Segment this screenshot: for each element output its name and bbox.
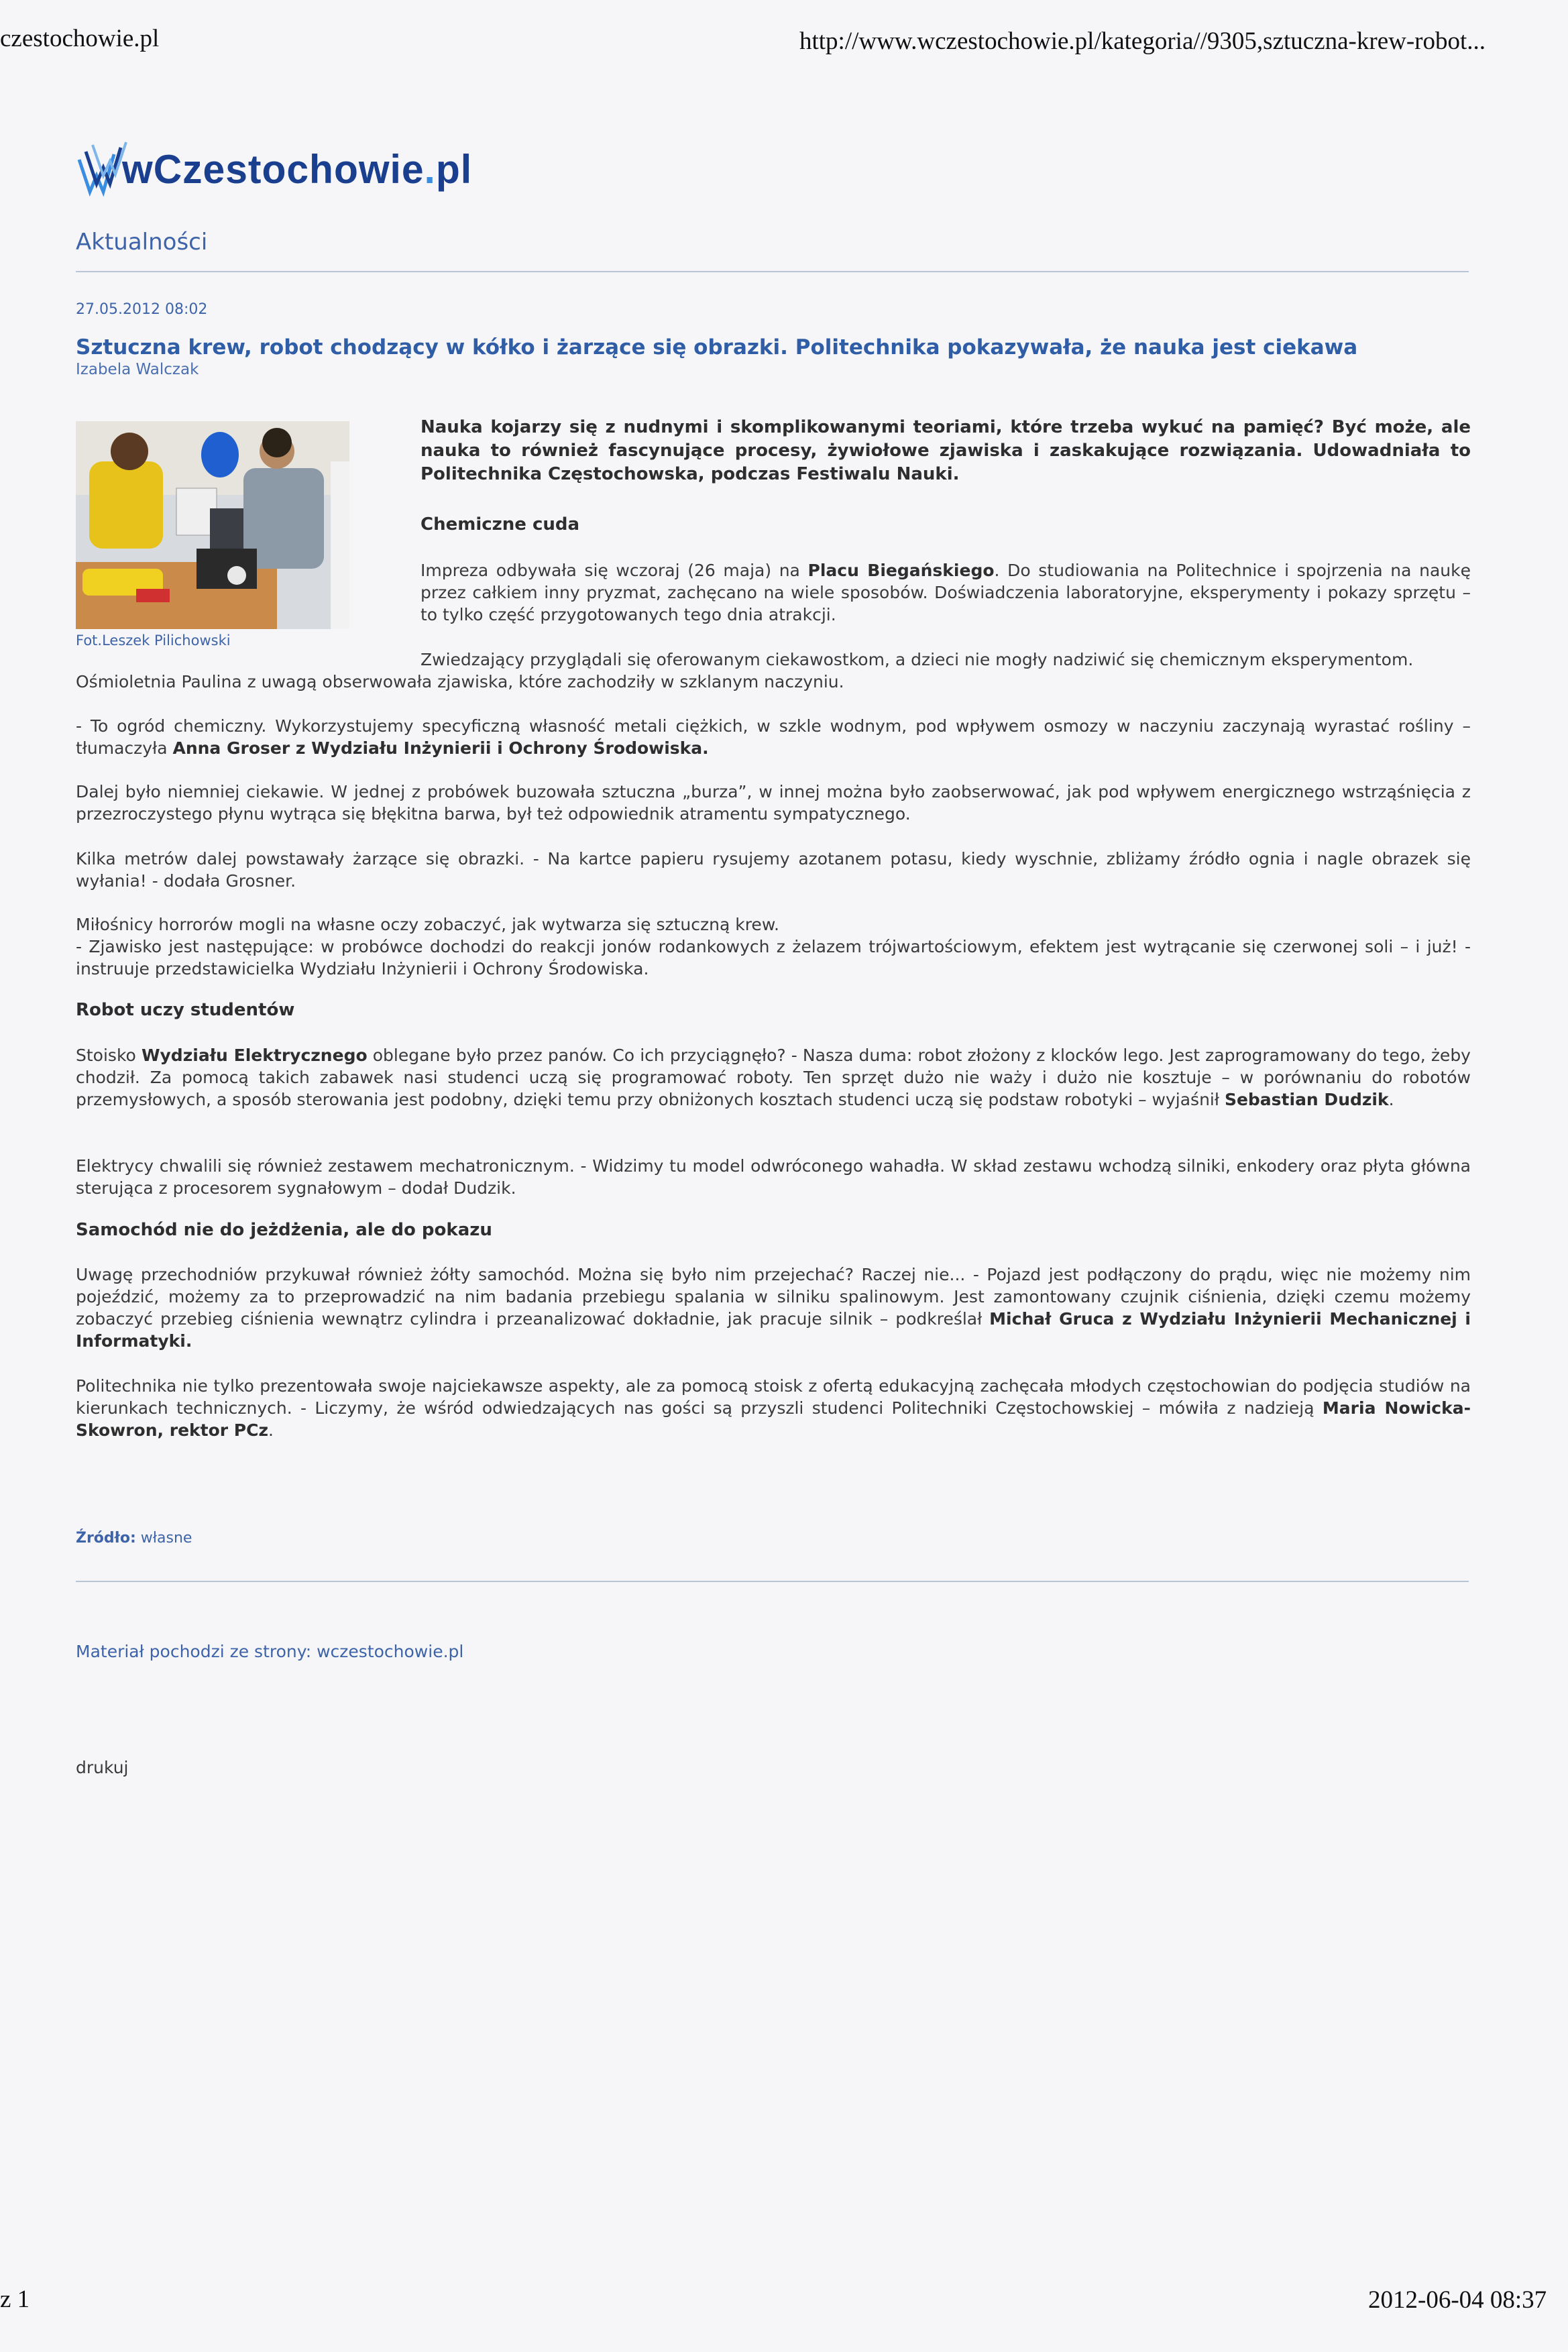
photo-credit: Fot.Leszek Pilichowski — [76, 632, 231, 649]
section-title[interactable]: Aktualności — [76, 229, 208, 256]
paragraph-8: Elektrycy chwalili się również zestawem mechatronicznym. - Widzimy tu model odwróconego wahadła. W skład zestawu wchodzą silniki, enkodery oraz płyta główna sterująca z procesorem sygnałowym – dodał Dudzik. — [76, 1156, 1471, 1198]
print-link[interactable]: drukuj — [76, 1758, 129, 1777]
paragraph-2-line-2: Ośmioletnia Paulina z uwagą obserwowała zjawiska, które zachodziły w szklanym naczyniu. — [76, 672, 844, 691]
article-author: Izabela Walczak — [76, 361, 199, 378]
origin-link[interactable]: Materiał pochodzi ze strony: wczestochowie.pl — [76, 1642, 464, 1661]
print-header-site: czestochowie.pl — [0, 25, 160, 52]
article-date: 27.05.2012 08:02 — [76, 301, 208, 318]
print-footer-page: z 1 — [0, 2286, 30, 2313]
logo-wave-icon — [74, 134, 127, 201]
site-logo[interactable] — [74, 134, 473, 201]
paragraph-7: Stoisko Wydziału Elektrycznego oblegane było przez panów. Co ich przyciągnęło? - Nasza duma: robot złożony z klocków lego. Jest zaprogramowany do tego, żeby chodził. Za pomocą takich zabawek nasi studenci uczą się programować roboty. Ten sprzęt dużo nie waży i dużo nie kosztuje – w porównaniu do robotów przemysłowych, a sposób sterowania jest podobny, dzięki temu przy obniżonych kosztach studenci uczą się podstaw robotyki – wyjaśnił Sebastian Dudzik. — [76, 1046, 1471, 1109]
logo-wordmark: wCzestochowie.pl — [122, 147, 473, 192]
paragraph-5: Kilka metrów dalej powstawały żarzące się obrazki. - Na kartce papieru rysujemy azotanem potasu, kiedy wyschnie, zbliżamy źródło ognia i nagle obrazek się wyłania! - dodała Grosner. — [76, 849, 1471, 891]
article-source: Źródło: własne — [76, 1530, 192, 1547]
footer-divider — [76, 1581, 1469, 1582]
paragraph-9: Uwagę przechodniów przykuwał również żółty samochód. Można się było nim przejechać? Raczej nie... - Pojazd jest podłączony do prądu, więc nie możemy nim pojeździć, możemy za to przeprowadzić na nim badania przebiegu spalania w silniku spalinowym. Jest zamontowany czujnik ciśnienia, dzięki czemu możemy zobaczyć przebieg ciśnienia wewnątrz cylindra i przeanalizować dokładnie, jak pracuje silnik – podkreślał Michał Gruca z Wydziału Inżynierii Mechanicznej i Informatyki. — [76, 1265, 1471, 1351]
paragraph-3: - To ogród chemiczny. Wykorzystujemy specyficzną własność metali ciężkich, w szkle wodnym, pod wpływem osmozy w naczyniu zaczynają wyrastać rośliny – tłumaczyła Anna Groser z Wydziału Inżynierii i Ochrony Środowiska. — [76, 716, 1471, 758]
photo-illustration — [76, 421, 349, 629]
paragraph-1: Impreza odbywała się wczoraj (26 maja) na Placu Biegańskiego. Do studiowania na Politechnice i spojrzenia na naukę przez całkiem inny pryzmat, zachęcano na wiele sposobów. Doświadczenia laboratoryjne, eksperymenty i pokazy sprzętu – to tylko część przygotowanych tego dnia atrakcji. — [421, 561, 1471, 624]
article-photo[interactable] — [76, 421, 349, 629]
paragraph-2-line-1: Zwiedzający przyglądali się oferowanym ciekawostkom, a dzieci nie mogły nadziwić się chemicznym eksperymentom. — [421, 650, 1414, 669]
paragraph-10: Politechnika nie tylko prezentowała swoje najciekawsze aspekty, ale za pomocą stoisk z ofertą edukacyjną zachęcała młodych częstochowian do podjęcia studiów na kierunkach technicznych. - Liczymy, że wśród odwiedzających nas gości są przyszli studenci Politechniki Częstochowskiej – mówiła z nadzieją Maria Nowicka-Skowron, rektor PCz. — [76, 1376, 1471, 1440]
print-footer-datetime: 2012-06-04 08:37 — [1368, 2286, 1547, 2314]
paragraph-6-line-1: Miłośnicy horrorów mogli na własne oczy zobaczyć, jak wytwarza się sztuczną krew. — [76, 915, 779, 934]
section-divider — [76, 271, 1469, 272]
article-lead: Nauka kojarzy się z nudnymi i skomplikowanymi teoriami, które trzeba wykuć na pamięć? Być może, ale nauka to również fascynujące procesy, żywiołowe zjawiska i zaskakujące rozwiązania. Udowadniała to Politechnika Częstochowska, podczas Festiwalu Nauki. — [421, 417, 1471, 484]
subheading-chemical: Chemiczne cuda — [421, 514, 580, 535]
print-header-url: http://www.wczestochowie.pl/kategoria//9305,sztuczna-krew-robot... — [799, 27, 1486, 55]
subheading-car: Samochód nie do jeżdżenia, ale do pokazu — [76, 1220, 492, 1240]
subheading-robot: Robot uczy studentów — [76, 1000, 295, 1020]
paragraph-4: Dalej było niemniej ciekawie. W jednej z probówek buzowała sztuczna „burza”, w innej można było zaobserwować, jak pod wpływem energicznego wstrząśnięcia z przezroczystego płynu wytrąca się błękitna barwa, był też odpowiednik atramentu sympatycznego. — [76, 782, 1471, 824]
article-title[interactable]: Sztuczna krew, robot chodzący w kółko i żarzące się obrazki. Politechnika pokazywała, że nauka jest ciekawa — [76, 335, 1358, 359]
paragraph-6-line-2: - Zjawisko jest następujące: w probówce dochodzi do reakcji jonów rodankowych z żelazem trójwartościowym, efektem jest wytrącanie się czerwonej soli – i już! - instruuje przedstawicielka Wydziału Inżynierii i Ochrony Środowiska. — [76, 937, 1471, 978]
